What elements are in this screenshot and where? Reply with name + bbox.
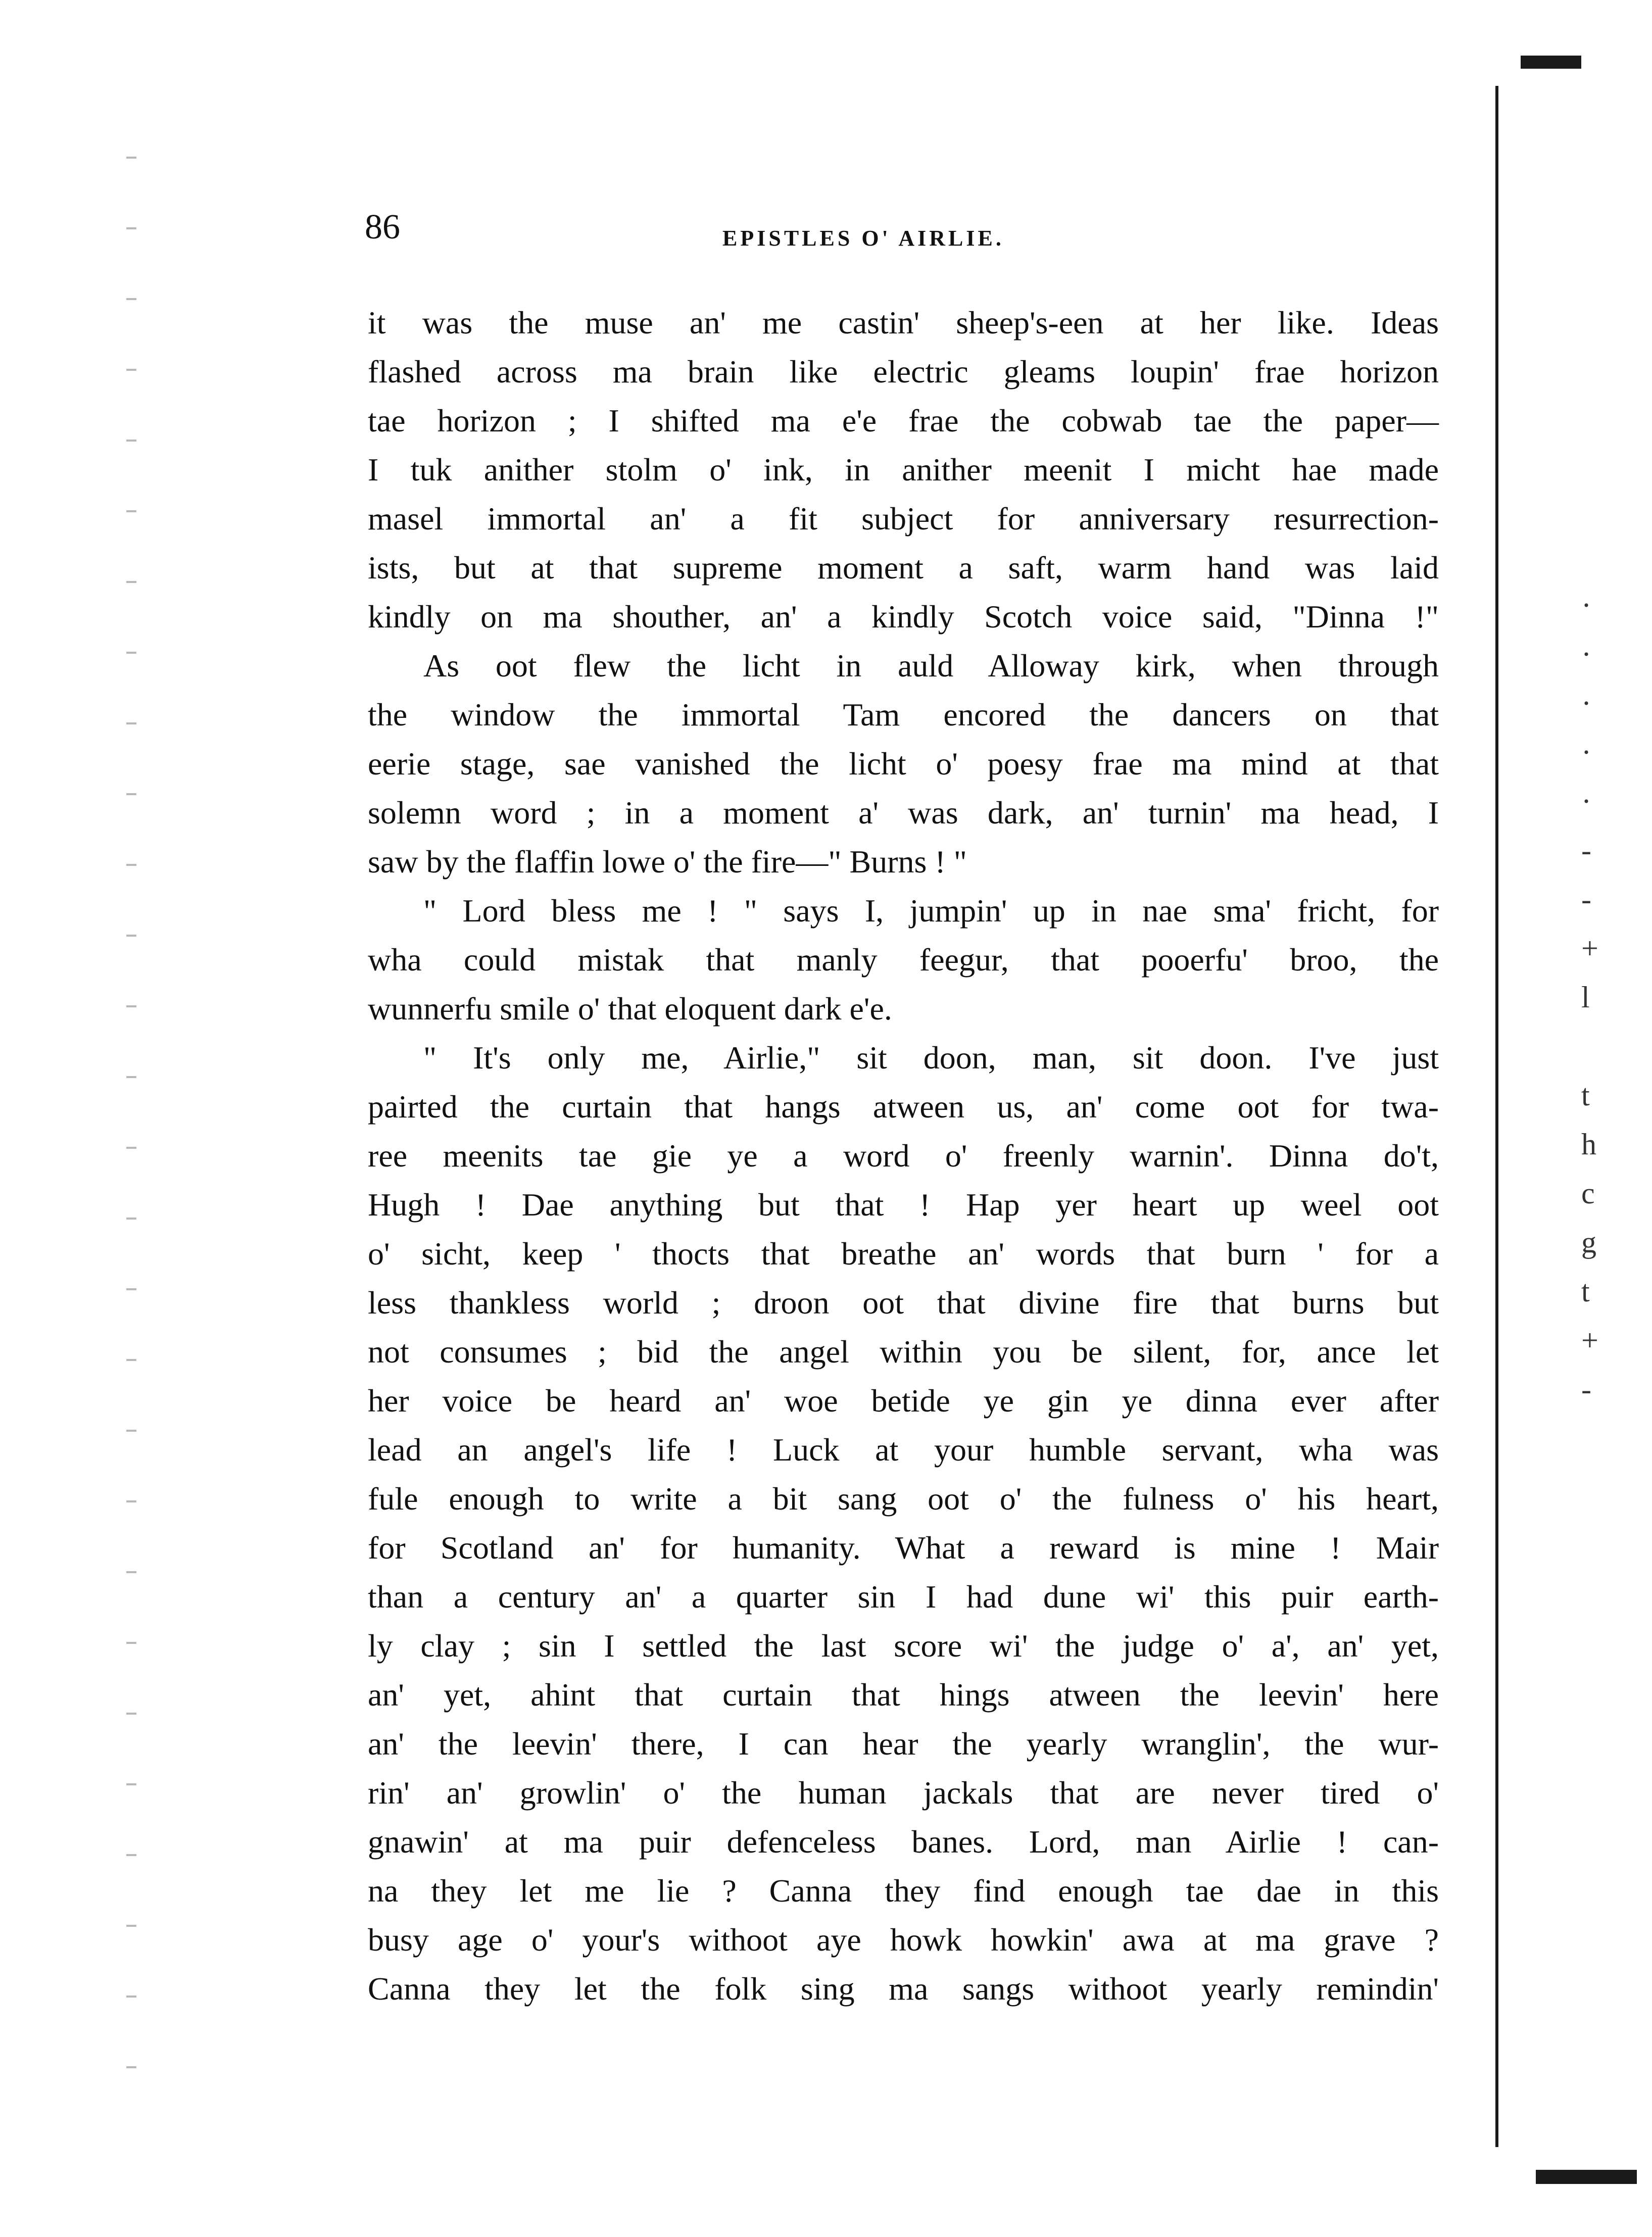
- margin-glyph: t: [1581, 1079, 1590, 1112]
- text-line: her voice be heard an' woe betide ye gin ye dinna ever after: [368, 1383, 1439, 1419]
- margin-glyph: ·: [1581, 736, 1591, 769]
- text-line: an' the leevin' there, I can hear the yearly wranglin', the wur-: [368, 1726, 1439, 1762]
- text-line: tae horizon ; I shifted ma e'e frae the cobwab tae the paper—: [368, 403, 1439, 439]
- text-line: for Scotland an' for humanity. What a reward is mine ! Mair: [368, 1530, 1439, 1566]
- margin-glyph: l: [1581, 981, 1590, 1014]
- page-number: 86: [365, 208, 400, 247]
- text-line: rin' an' growlin' o' the human jackals that are never tired o': [368, 1775, 1439, 1811]
- running-head: EPISTLES O' AIRLIE.: [722, 226, 1004, 251]
- body-text: [368, 298, 1439, 2013]
- margin-glyph: t: [1581, 1275, 1590, 1308]
- margin-glyph: ·: [1581, 638, 1591, 671]
- binding-mark-bottom: [1536, 2170, 1637, 2184]
- margin-glyph: -: [1581, 883, 1591, 916]
- text-line: kindly on ma shouther, an' a kindly Scotch voice said, "Dinna !": [368, 599, 1439, 635]
- text-line: na they let me lie ? Canna they find enough tae dae in this: [368, 1873, 1439, 1909]
- text-line: o' sicht, keep ' thocts that breathe an' words that burn ' for a: [368, 1236, 1439, 1272]
- text-line: an' yet, ahint that curtain that hings atween the leevin' here: [368, 1677, 1439, 1713]
- margin-glyph: g: [1581, 1226, 1596, 1259]
- margin-glyph: -: [1581, 834, 1591, 867]
- text-line: fule enough to write a bit sang oot o' the fulness o' his heart,: [368, 1481, 1439, 1517]
- margin-glyph: +: [1581, 932, 1598, 965]
- text-line: ree meenits tae gie ye a word o' freenly warnin'. Dinna do't,: [368, 1138, 1439, 1174]
- margin-glyph: +: [1581, 1324, 1598, 1357]
- text-line: " Lord bless me ! " says I, jumpin' up in nae sma' fricht, for: [423, 893, 1439, 929]
- text-line: lead an angel's life ! Luck at your humble servant, wha was: [368, 1432, 1439, 1468]
- margin-glyph: c: [1581, 1177, 1595, 1210]
- margin-glyph: -: [1581, 1373, 1591, 1406]
- text-line: pairted the curtain that hangs atween us, an' come oot for twa-: [368, 1089, 1439, 1125]
- right-margin-bleedthrough: [1581, 581, 1612, 1414]
- text-line: than a century an' a quarter sin I had dune wi' this puir earth-: [368, 1579, 1439, 1615]
- text-line: saw by the flaffin lowe o' the fire—" Burns ! ": [368, 844, 967, 880]
- text-line: wunnerfu smile o' that eloquent dark e'e.: [368, 991, 892, 1027]
- margin-glyph: h: [1581, 1128, 1596, 1161]
- text-line: solemn word ; in a moment a' was dark, an' turnin' ma head, I: [368, 795, 1439, 831]
- text-line: Canna they let the folk sing ma sangs withoot yearly remindin': [368, 1971, 1439, 2007]
- binding-rule: [1495, 86, 1498, 2147]
- margin-glyph: [1581, 1022, 1612, 1071]
- text-line: busy age o' your's withoot aye howk howkin' awa at ma grave ?: [368, 1922, 1439, 1958]
- text-line: not consumes ; bid the angel within you be silent, for, ance let: [368, 1334, 1439, 1370]
- text-line: flashed across ma brain like electric gleams loupin' frae horizon: [368, 354, 1439, 390]
- text-line: less thankless world ; droon oot that divine fire that burns but: [368, 1285, 1439, 1321]
- text-line: the window the immortal Tam encored the dancers on that: [368, 697, 1439, 733]
- margin-glyph: ·: [1581, 589, 1591, 622]
- binding-mark-top: [1521, 56, 1581, 69]
- text-line: As oot flew the licht in auld Alloway kirk, when through: [423, 648, 1439, 684]
- text-line: I tuk anither stolm o' ink, in anither meenit I micht hae made: [368, 452, 1439, 488]
- text-line: masel immortal an' a fit subject for anniversary resurrection-: [368, 501, 1439, 537]
- text-line: Hugh ! Dae anything but that ! Hap yer heart up weel oot: [368, 1187, 1439, 1223]
- text-line: " It's only me, Airlie," sit doon, man, sit doon. I've just: [423, 1040, 1439, 1076]
- text-line: wha could mistak that manly feegur, that pooerfu' broo, the: [368, 942, 1439, 978]
- margin-glyph: ·: [1581, 785, 1591, 818]
- text-line: eerie stage, sae vanished the licht o' poesy frae ma mind at that: [368, 746, 1439, 782]
- text-line: it was the muse an' me castin' sheep's-een at her like. Ideas: [368, 305, 1439, 341]
- margin-glyph: ·: [1581, 687, 1591, 720]
- text-line: gnawin' at ma puir defenceless banes. Lord, man Airlie ! can-: [368, 1824, 1439, 1860]
- left-edge-speckle: [126, 126, 136, 2097]
- text-line: ly clay ; sin I settled the last score wi' the judge o' a', an' yet,: [368, 1628, 1439, 1664]
- text-line: ists, but at that supreme moment a saft, warm hand was laid: [368, 550, 1439, 586]
